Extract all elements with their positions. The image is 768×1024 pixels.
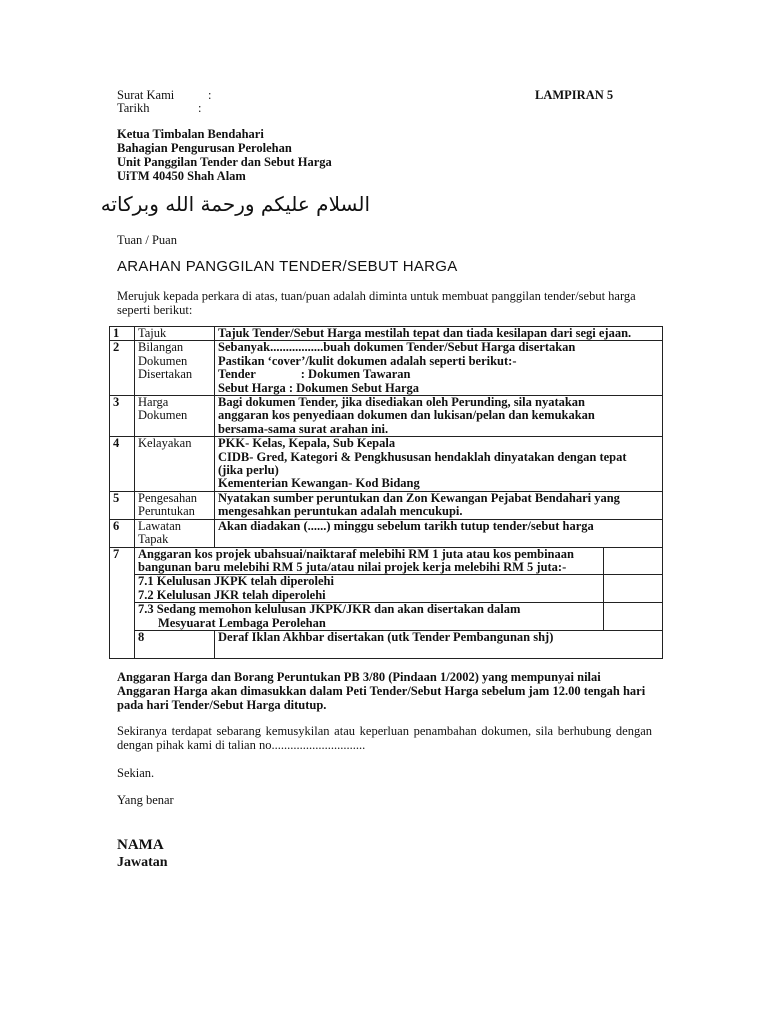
- empty-cell: [604, 547, 663, 575]
- row-label-line: Kelayakan: [138, 436, 192, 451]
- row-value-line: bersama-sama surat arahan ini.: [218, 421, 389, 436]
- tender-label: Tender: [218, 367, 256, 382]
- table-row: [110, 327, 663, 341]
- salutation: Tuan / Puan: [117, 233, 177, 247]
- row-number: 7: [110, 547, 135, 658]
- row-label: Tajuk: [135, 327, 215, 341]
- row-value-line: Anggaran kos projek ubahsuai/naiktaraf melebihi RM 1 juta atau kos pembinaan: [138, 546, 574, 561]
- signatory-title: Jawatan: [117, 855, 168, 870]
- row-value-line: Akan diadakan (......) minggu sebelum tarikh tutup tender/sebut harga: [218, 518, 594, 533]
- tarikh-colon: :: [198, 101, 202, 115]
- row-value-line: anggaran kos penyediaan dokumen dan lukisan/pelan dan kemukakan: [218, 408, 595, 423]
- row-value: [215, 630, 663, 658]
- row-label: [135, 341, 215, 396]
- row-value: [135, 603, 604, 631]
- row-label: [135, 437, 215, 492]
- row-value-line: 7.2 Kelulusan JKR telah diperolehi: [138, 587, 326, 602]
- row-label: [135, 491, 215, 519]
- row-value-line: Kementerian Kewangan- Kod Bidang: [218, 476, 420, 491]
- row-label: [135, 396, 215, 437]
- tender-value: : Dokumen Tawaran: [300, 367, 411, 382]
- recipient-line: UiTM 40450 Shah Alam: [117, 169, 246, 183]
- table-row: [110, 341, 663, 396]
- row-label-line: Dokumen: [138, 353, 188, 368]
- row-value: [215, 327, 663, 341]
- row-value-line: [218, 368, 659, 381]
- row-value-line: Bagi dokumen Tender, jika disediakan oleh Perunding, sila nyatakan: [218, 395, 586, 410]
- row-label-line: Peruntukan: [138, 504, 195, 519]
- price-paragraph: Anggaran Harga dan Borang Peruntukan PB 3/80 (Pindaan 1/2002) yang mempunyai nilai Anggaran Harga akan dimasukkan dalam Peti Tender/Sebut Harga sebelum jam 12.00 tengah hari pada hari Tender/Sebut Harga ditutup.: [117, 670, 646, 712]
- row-value-line: Nyatakan sumber peruntukan dan Zon Kewangan Pejabat Bendahari yang: [218, 490, 620, 505]
- table-row: [110, 575, 663, 603]
- row-value-line: Tajuk Tender/Sebut Harga mestilah tepat dan tiada kesilapan dari segi ejaan.: [218, 326, 632, 340]
- row-label-line: Tapak: [138, 532, 169, 547]
- row-value-line: Sebut Harga : Dokumen Sebut Harga: [218, 380, 420, 395]
- row-value: [135, 547, 604, 575]
- tarikh-label: Tarikh: [117, 101, 150, 115]
- table-row: [110, 396, 663, 437]
- row-value-line: Deraf Iklan Akhbar disertakan (utk Tender Pembangunan shj): [218, 629, 554, 644]
- table-row: [110, 519, 663, 547]
- table-row: [110, 603, 663, 631]
- arabic-greeting: السلام عليكم ورحمة الله وبركاته: [100, 192, 370, 216]
- row-value-line: CIDB- Gred, Kategori & Pengkhususan hendaklah dinyatakan dengan tepat: [218, 449, 627, 464]
- row-number: 6: [110, 519, 135, 547]
- row-number: 2: [110, 341, 135, 396]
- row-value-line: Sebanyak.................buah dokumen Tender/Sebut Harga disertakan: [218, 340, 576, 355]
- table-row: [110, 547, 663, 575]
- row-value: [215, 491, 663, 519]
- document-title: ARAHAN PANGGILAN TENDER/SEBUT HARGA: [117, 258, 458, 275]
- empty-cell: [604, 603, 663, 631]
- table-row: [110, 630, 663, 658]
- recipient-line: Unit Panggilan Tender dan Sebut Harga: [117, 155, 332, 169]
- row-value: [135, 575, 604, 603]
- instruction-table: [109, 326, 663, 659]
- recipient-line: Bahagian Pengurusan Perolehan: [117, 141, 292, 155]
- contact-paragraph: Sekiranya terdapat sebarang kemusykilan atau keperluan penambahan dokumen, sila berhubung dengan dengan pihak kami di talian no..............................: [117, 724, 652, 752]
- surat-kami-colon: :: [208, 88, 212, 102]
- row-value: [215, 519, 663, 547]
- closing-yang-benar: Yang benar: [117, 793, 174, 807]
- row-label-line: Dokumen: [138, 408, 188, 423]
- row-value-line: mengesahkan peruntukan adalah mencukupi.: [218, 504, 463, 519]
- closing-sekian: Sekian.: [117, 766, 155, 780]
- row-label-line: Disertakan: [138, 367, 193, 382]
- row-number: 3: [110, 396, 135, 437]
- row-number: 5: [110, 491, 135, 519]
- table-row: [110, 491, 663, 519]
- row-value-line: (jika perlu): [218, 463, 279, 478]
- row-value-line: 7.3 Sedang memohon kelulusan JKPK/JKR dan akan disertakan dalam: [138, 602, 521, 617]
- row-value-line: 7.1 Kelulusan JKPK telah diperolehi: [138, 574, 334, 589]
- empty-cell: [604, 575, 663, 603]
- row-value: [215, 341, 663, 396]
- row-label-line: Lawatan: [138, 518, 182, 533]
- row-value-line: bangunan baru melebihi RM 5 juta/atau nilai projek kerja melebihi RM 5 juta:-: [138, 559, 567, 574]
- intro-paragraph: Merujuk kepada perkara di atas, tuan/puan adalah diminta untuk membuat panggilan tender/sebut harga seperti berikut:: [117, 289, 636, 317]
- signatory-name: NAMA: [117, 837, 164, 853]
- recipient-line: Ketua Timbalan Bendahari: [117, 127, 264, 141]
- row-number: 8: [135, 630, 215, 658]
- row-number: 4: [110, 437, 135, 492]
- surat-kami-label: Surat Kami: [117, 88, 175, 102]
- table-row: [110, 437, 663, 492]
- row-value-line: Pastikan ‘cover’/kulit dokumen adalah seperti berikut:-: [218, 353, 517, 368]
- recipient-address: [117, 127, 332, 183]
- row-number: 1: [110, 327, 135, 341]
- row-value: [215, 396, 663, 437]
- lampiran-label: LAMPIRAN 5: [535, 88, 614, 102]
- row-value-line: PKK- Kelas, Kepala, Sub Kepala: [218, 436, 396, 451]
- row-label-line: Harga: [138, 395, 169, 410]
- row-label-line: Bilangan: [138, 340, 184, 355]
- row-label: [135, 519, 215, 547]
- row-value: [215, 437, 663, 492]
- row-label-line: Pengesahan: [138, 490, 198, 505]
- row-value-line: Mesyuarat Lembaga Perolehan: [158, 615, 326, 630]
